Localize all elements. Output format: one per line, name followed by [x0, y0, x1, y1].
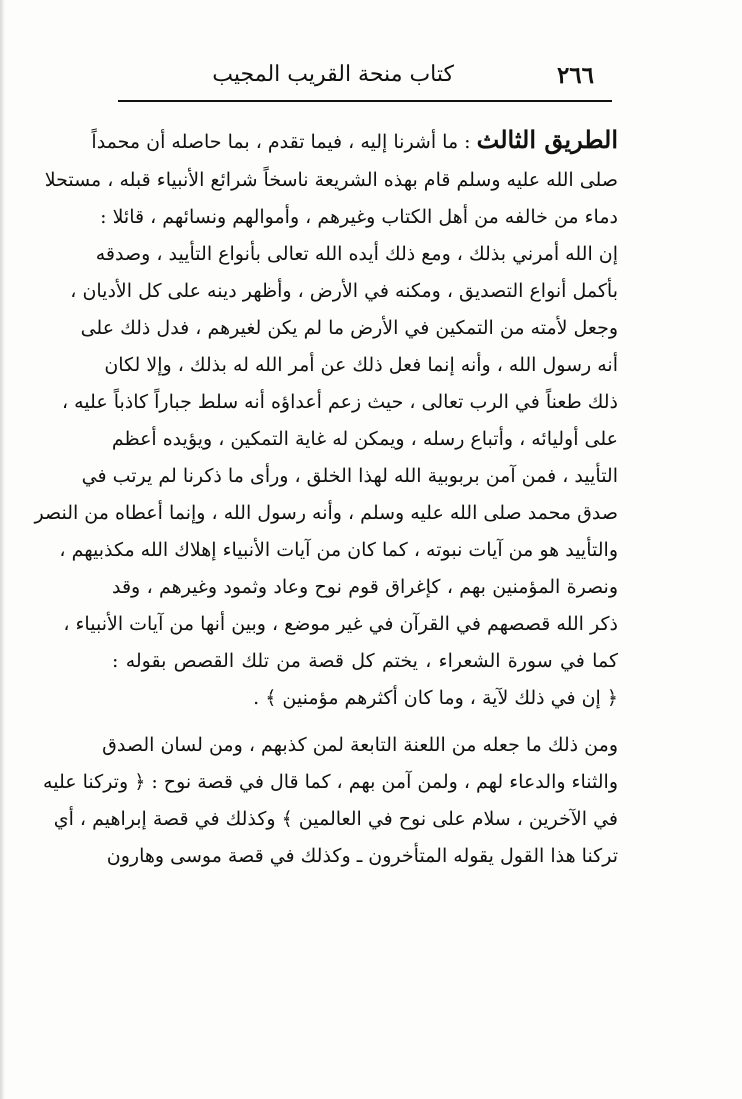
text-line: التأييد ، فمن آمن بربوبية الله لهذا الخلق ، ورأى ما ذكرنا لم يرتب في: [81, 465, 618, 487]
text-line: صلى الله عليه وسلم قام بهذه الشريعة ناسخاً شرائع الأنبياء قبله ، مستحلا: [44, 169, 618, 191]
text-line: [91, 118, 618, 162]
text-line: تركنا هذا القول يقوله المتأخرون ـ وكذلك في قصة موسى وهارون: [106, 845, 618, 867]
page-edge-shadow: [0, 0, 5, 1099]
text-line: في الآخرين ، سلام على نوح في العالمين ﴾ وكذلك في قصة إبراهيم ، أي: [53, 808, 618, 830]
text-line: ونصرة المؤمنين بهم ، كإغراق قوم نوح وعاد وثمود وغيرهم ، وقد: [112, 576, 618, 598]
text-line: إن الله أمرني بذلك ، ومع ذلك أيده الله تعالى بأنواع التأييد ، وصدقه: [95, 243, 618, 265]
text-line: صدق محمد صلى الله عليه وسلم ، وأنه رسول الله ، وإنما أعطاه من النصر: [34, 502, 618, 524]
quran-verse-line: ﴿ إن في ذلك لآية ، وما كان أكثرهم مؤمنين ﴾ .: [253, 687, 618, 709]
text-line-rest: : ما أشرنا إليه ، فيما تقدم ، بما حاصله أن محمداً: [91, 131, 471, 153]
text-line: ذلك طعناً في الرب تعالى ، حيث زعم أعداؤه أنه سلط جباراً كاذباً عليه ،: [61, 391, 618, 413]
running-title: كتاب منحة القريب المجيب: [212, 62, 454, 87]
page-header: [118, 62, 612, 98]
text-line: دماء من خالفه من أهل الكتاب وغيرهم ، وأموالهم ونسائهم ، قائلا :: [100, 206, 618, 228]
header-divider: [118, 100, 612, 102]
text-line: ومن ذلك ما جعله من اللعنة التابعة لمن كذبهم ، ومن لسان الصدق: [102, 734, 618, 756]
text-line: والتأييد هو من آيات نبوته ، كما كان من آيات الأنبياء إهلاك الله مكذبيهم ،: [59, 539, 618, 561]
text-line: كما في سورة الشعراء ، يختم كل قصة من تلك القصص بقوله :: [112, 650, 618, 672]
page-number: ٢٦٦: [556, 62, 594, 89]
text-line: وجعل لأمته من التمكين في الأرض ما لم يكن لغيرهم ، فدل ذلك على: [80, 317, 618, 339]
paragraph-gap: [112, 717, 618, 727]
text-line: بأكمل أنواع التصديق ، ومكنه في الأرض ، وأظهر دينه على كل الأديان ،: [70, 280, 618, 302]
text-line: على أوليائه ، وأتباع رسله ، ويمكن له غاية التمكين ، ويؤيده أعظم: [111, 428, 618, 450]
section-lead-heading: الطريق الثالث: [476, 125, 618, 154]
text-line: أنه رسول الله ، وأنه إنما فعل ذلك عن أمر الله له بذلك ، وإلا لكان: [104, 354, 618, 376]
page-body: [34, 118, 618, 875]
text-line: والثناء والدعاء لهم ، ولمن آمن بهم ، كما قال في قصة نوح : ﴿ وتركنا عليه: [43, 771, 618, 793]
text-line: ذكر الله قصصهم في القرآن في غير موضع ، وبين أنها من آيات الأنبياء ،: [63, 613, 618, 635]
